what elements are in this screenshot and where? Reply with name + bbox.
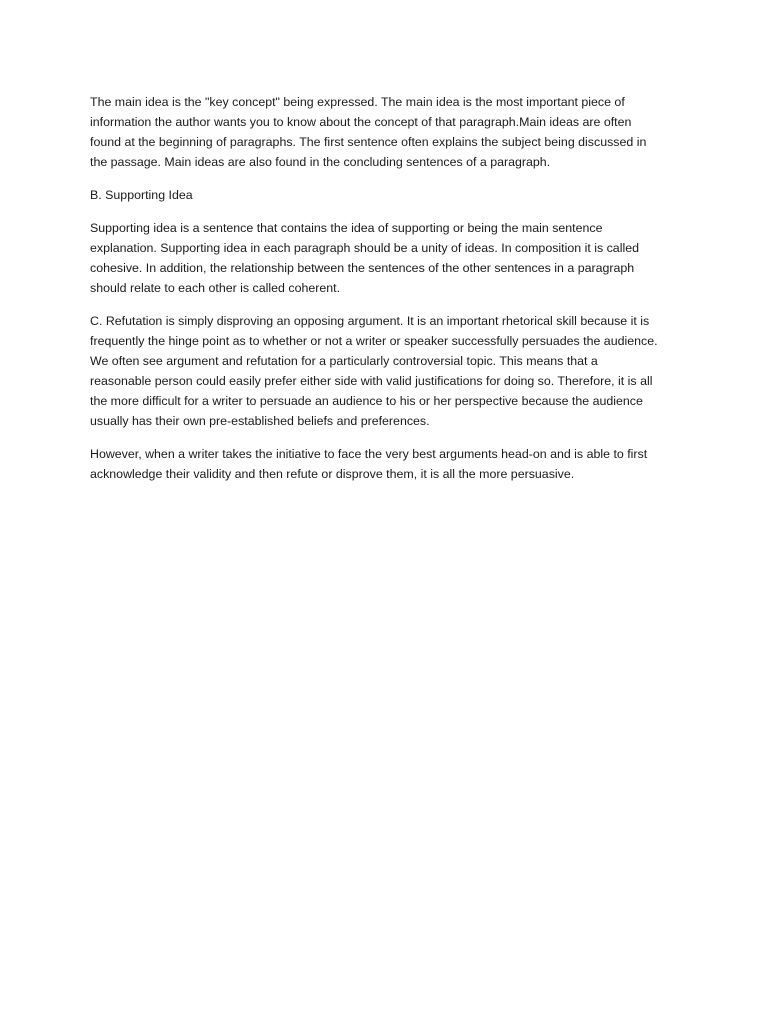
section-heading-supporting-idea xyxy=(90,185,680,205)
text-line: We often see argument and refutation for a particularly controversial topic. This means that a xyxy=(90,354,598,368)
text-line: reasonable person could easily prefer either side with valid justifications for doing so. Therefore, it is all xyxy=(90,374,653,388)
text-line: acknowledge their validity and then refute or disprove them, it is all the more persuasive. xyxy=(90,467,575,481)
paragraph-refutation xyxy=(90,311,680,431)
paragraph-supporting-idea xyxy=(90,218,680,298)
heading-text: B. Supporting Idea xyxy=(90,188,193,202)
text-line: the more difficult for a writer to persuade an audience to his or her perspective because the audience xyxy=(90,394,643,408)
text-line: should relate to each other is called coherent. xyxy=(90,281,341,295)
text-line: frequently the hinge point as to whether or not a writer or speaker successfully persuades the audience. xyxy=(90,334,658,348)
text-line: explanation. Supporting idea in each paragraph should be a unity of ideas. In composition it is called xyxy=(90,241,639,255)
text-line: information the author wants you to know about the concept of that paragraph.Main ideas are often xyxy=(90,115,632,129)
text-line: usually has their own pre-established beliefs and preferences. xyxy=(90,414,430,428)
text-line: C. Refutation is simply disproving an opposing argument. It is an important rhetorical skill because it is xyxy=(90,314,650,328)
text-line: Supporting idea is a sentence that contains the idea of supporting or being the main sentence xyxy=(90,221,603,235)
text-line: However, when a writer takes the initiative to face the very best arguments head-on and is able to first xyxy=(90,447,648,461)
text-line: cohesive. In addition, the relationship between the sentences of the other sentences in a paragraph xyxy=(90,261,635,275)
text-line: the passage. Main ideas are also found in the concluding sentences of a paragraph. xyxy=(90,155,551,169)
text-line: found at the beginning of paragraphs. The first sentence often explains the subject being discussed in xyxy=(90,135,647,149)
document-body xyxy=(90,92,680,497)
paragraph-persuasion xyxy=(90,444,680,484)
text-line: The main idea is the "key concept" being expressed. The main idea is the most important piece of xyxy=(90,95,625,109)
paragraph-main-idea xyxy=(90,92,680,172)
